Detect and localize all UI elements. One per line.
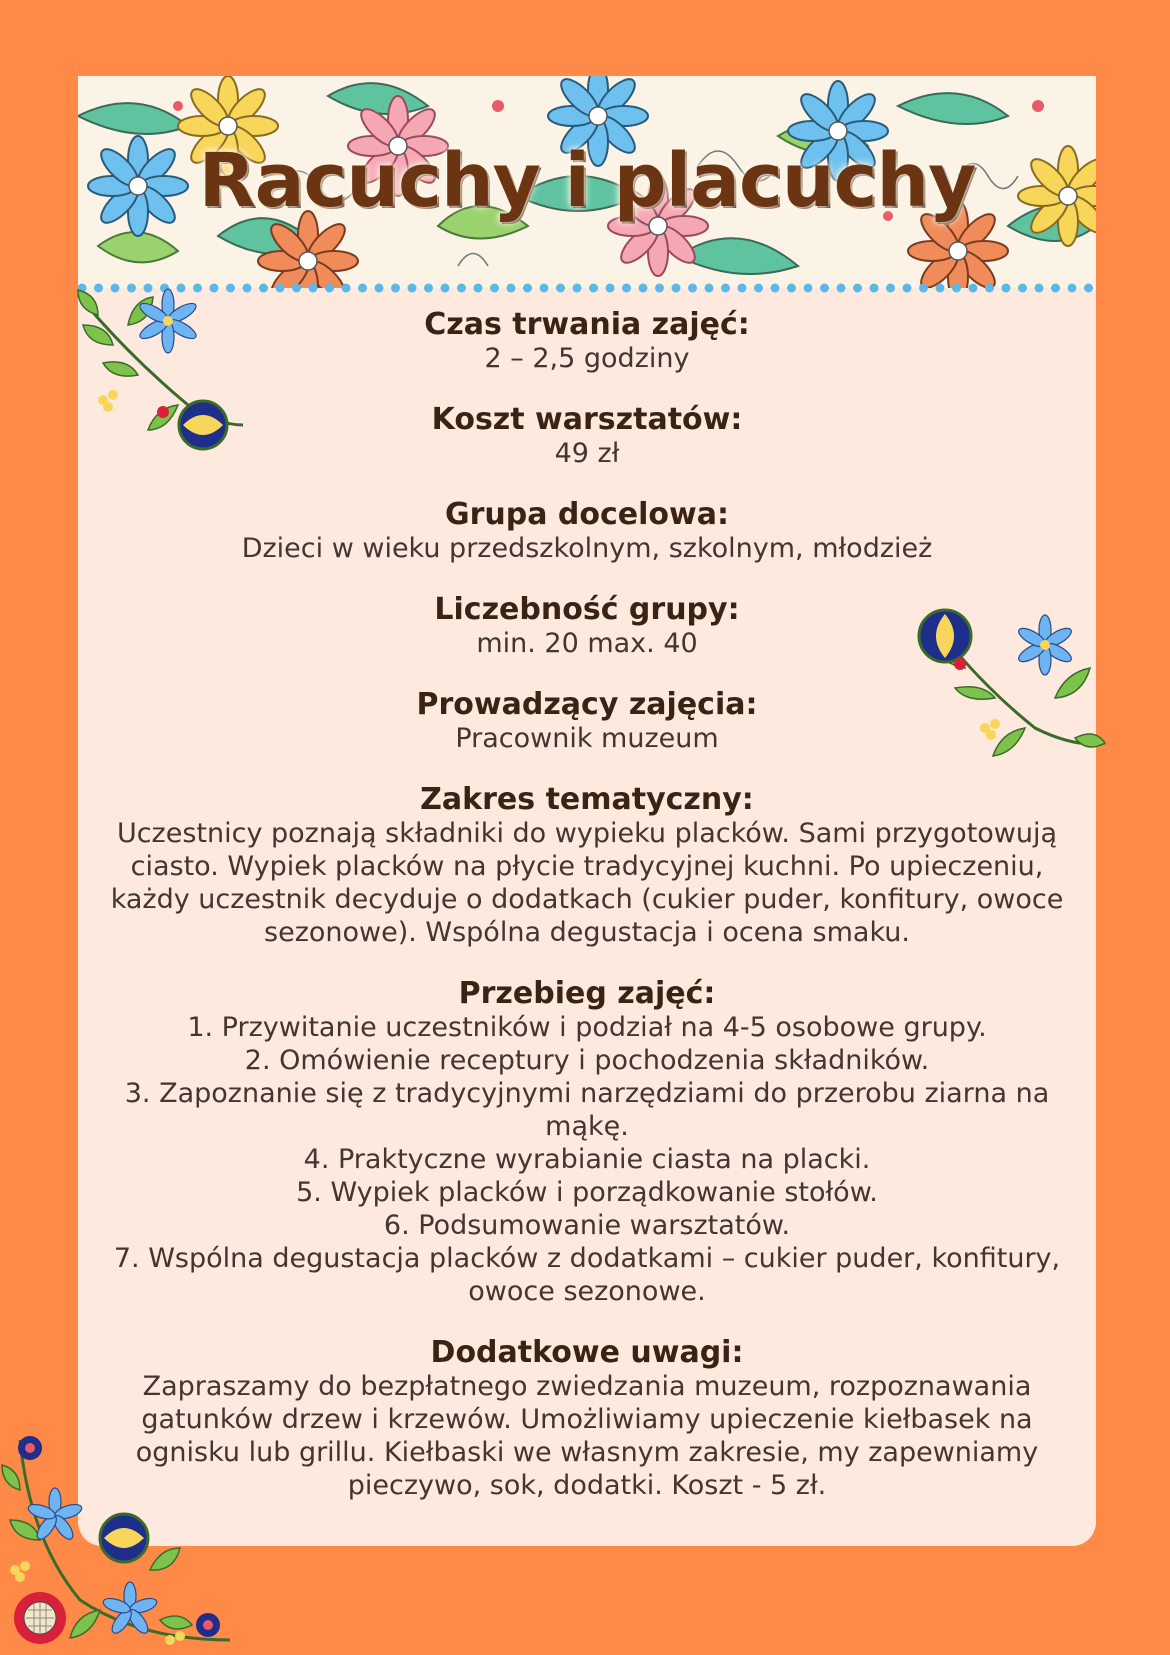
divider-dot <box>490 284 499 293</box>
divider-dot <box>523 284 532 293</box>
divider-dot <box>441 284 450 293</box>
divider-dot <box>870 284 879 293</box>
workshop-details <box>78 308 1096 1530</box>
divider-dot <box>886 284 895 293</box>
list-item: 4. Praktyczne wyrabianie ciasta na placki. <box>303 1144 871 1175</box>
divider-dot <box>474 284 483 293</box>
list-item: 2. Omówienie receptury i pochodzenia składników. <box>244 1045 930 1076</box>
divider-dot <box>1051 284 1060 293</box>
divider-dot <box>589 284 598 293</box>
divider-dot <box>919 284 928 293</box>
section-scope <box>78 783 1096 949</box>
list-item: 5. Wypiek placków i porządkowanie stołów. <box>296 1177 878 1208</box>
host-heading: Prowadzący zajęcia: <box>416 687 758 722</box>
list-item: 1. Przywitanie uczestników i podział na 4-5 osobowe grupy. <box>187 1012 987 1043</box>
divider-dot <box>556 284 565 293</box>
divider-dot <box>721 284 730 293</box>
divider-dot <box>787 284 796 293</box>
divider-dot <box>606 284 615 293</box>
divider-dot <box>853 284 862 293</box>
divider-dot <box>639 284 648 293</box>
divider-dot <box>771 284 780 293</box>
divider-dot <box>754 284 763 293</box>
page-title: Racuchy i placuchy <box>198 138 976 224</box>
divider-dot <box>985 284 994 293</box>
divider-dot <box>424 284 433 293</box>
section-target-group <box>78 498 1096 565</box>
divider-dot <box>507 284 516 293</box>
divider-dot <box>903 284 912 293</box>
divider-dot <box>820 284 829 293</box>
divider-dot <box>1002 284 1011 293</box>
divider-dot <box>969 284 978 293</box>
divider-dot <box>342 284 351 293</box>
course-steps-list <box>78 1011 1096 1308</box>
divider-dot <box>1084 284 1093 293</box>
divider-dot <box>688 284 697 293</box>
divider-dot <box>1035 284 1044 293</box>
divider-dot <box>358 284 367 293</box>
divider-dot <box>457 284 466 293</box>
duration-value: 2 – 2,5 godziny <box>484 343 690 374</box>
target-group-value: Dzieci w wieku przedszkolnym, szkolnym, młodzież <box>241 533 933 564</box>
divider-dot <box>655 284 664 293</box>
divider-dot <box>1018 284 1027 293</box>
divider-dot <box>573 284 582 293</box>
target-group-heading: Grupa docelowa: <box>444 497 729 532</box>
divider-dot <box>276 284 285 293</box>
divider-dot <box>325 284 334 293</box>
divider-dot <box>375 284 384 293</box>
divider-dot <box>936 284 945 293</box>
divider-dot <box>408 284 417 293</box>
list-item: 3. Zapoznanie się z tradycyjnymi narzędziami do przerobu ziarna na mąkę. <box>124 1078 1050 1142</box>
divider-dot <box>705 284 714 293</box>
divider-dot <box>309 284 318 293</box>
course-heading: Przebieg zajęć: <box>458 976 716 1011</box>
floral-ornament-icon <box>68 275 253 460</box>
divider-dot <box>622 284 631 293</box>
floral-ornament-icon <box>905 588 1110 773</box>
cost-heading: Koszt warsztatów: <box>431 402 743 437</box>
floral-banner <box>78 76 1096 288</box>
scope-heading: Zakres tematyczny: <box>420 782 754 817</box>
floral-ornament-icon <box>0 1420 240 1655</box>
divider-dot <box>391 284 400 293</box>
host-value: Pracownik muzeum <box>455 723 719 754</box>
divider-dot <box>952 284 961 293</box>
divider-dot <box>738 284 747 293</box>
divider-dot <box>292 284 301 293</box>
divider-dot <box>804 284 813 293</box>
divider-dot <box>672 284 681 293</box>
duration-heading: Czas trwania zajęć: <box>424 307 750 342</box>
section-course <box>78 977 1096 1308</box>
notes-heading: Dodatkowe uwagi: <box>430 1335 744 1370</box>
notes-value: Zapraszamy do bezpłatnego zwiedzania muzeum, rozpoznawania gatunków drzew i krzewów. Umożliwiamy upieczenie kiełbasek na ognisku lub grillu. Kiełbaski we własnym zakresie, my zapewniamy pieczywo, sok, dodatki. Koszt - 5 zł. <box>135 1371 1039 1501</box>
divider-dot <box>259 284 268 293</box>
cost-value: 49 zł <box>554 438 620 469</box>
list-item: 6. Podsumowanie warsztatów. <box>383 1210 791 1241</box>
divider-dot <box>837 284 846 293</box>
scope-value: Uczestnicy poznają składniki do wypieku placków. Sami przygotowują ciasto. Wypiek placków na płycie tradycyjnej kuchni. Po upieczeniu, każdy uczestnik decyduje o dodatkach (cukier puder, konfitury, owoce sezonowe). Wspólna degustacja i ocena smaku. <box>110 818 1064 948</box>
list-item: 7. Wspólna degustacja placków z dodatkami – cukier puder, konfitury, owoce sezonowe. <box>113 1243 1061 1307</box>
divider-dot <box>1068 284 1077 293</box>
group-size-heading: Liczebność grupy: <box>434 592 740 627</box>
divider-dot <box>540 284 549 293</box>
group-size-value: min. 20 max. 40 <box>476 628 698 659</box>
